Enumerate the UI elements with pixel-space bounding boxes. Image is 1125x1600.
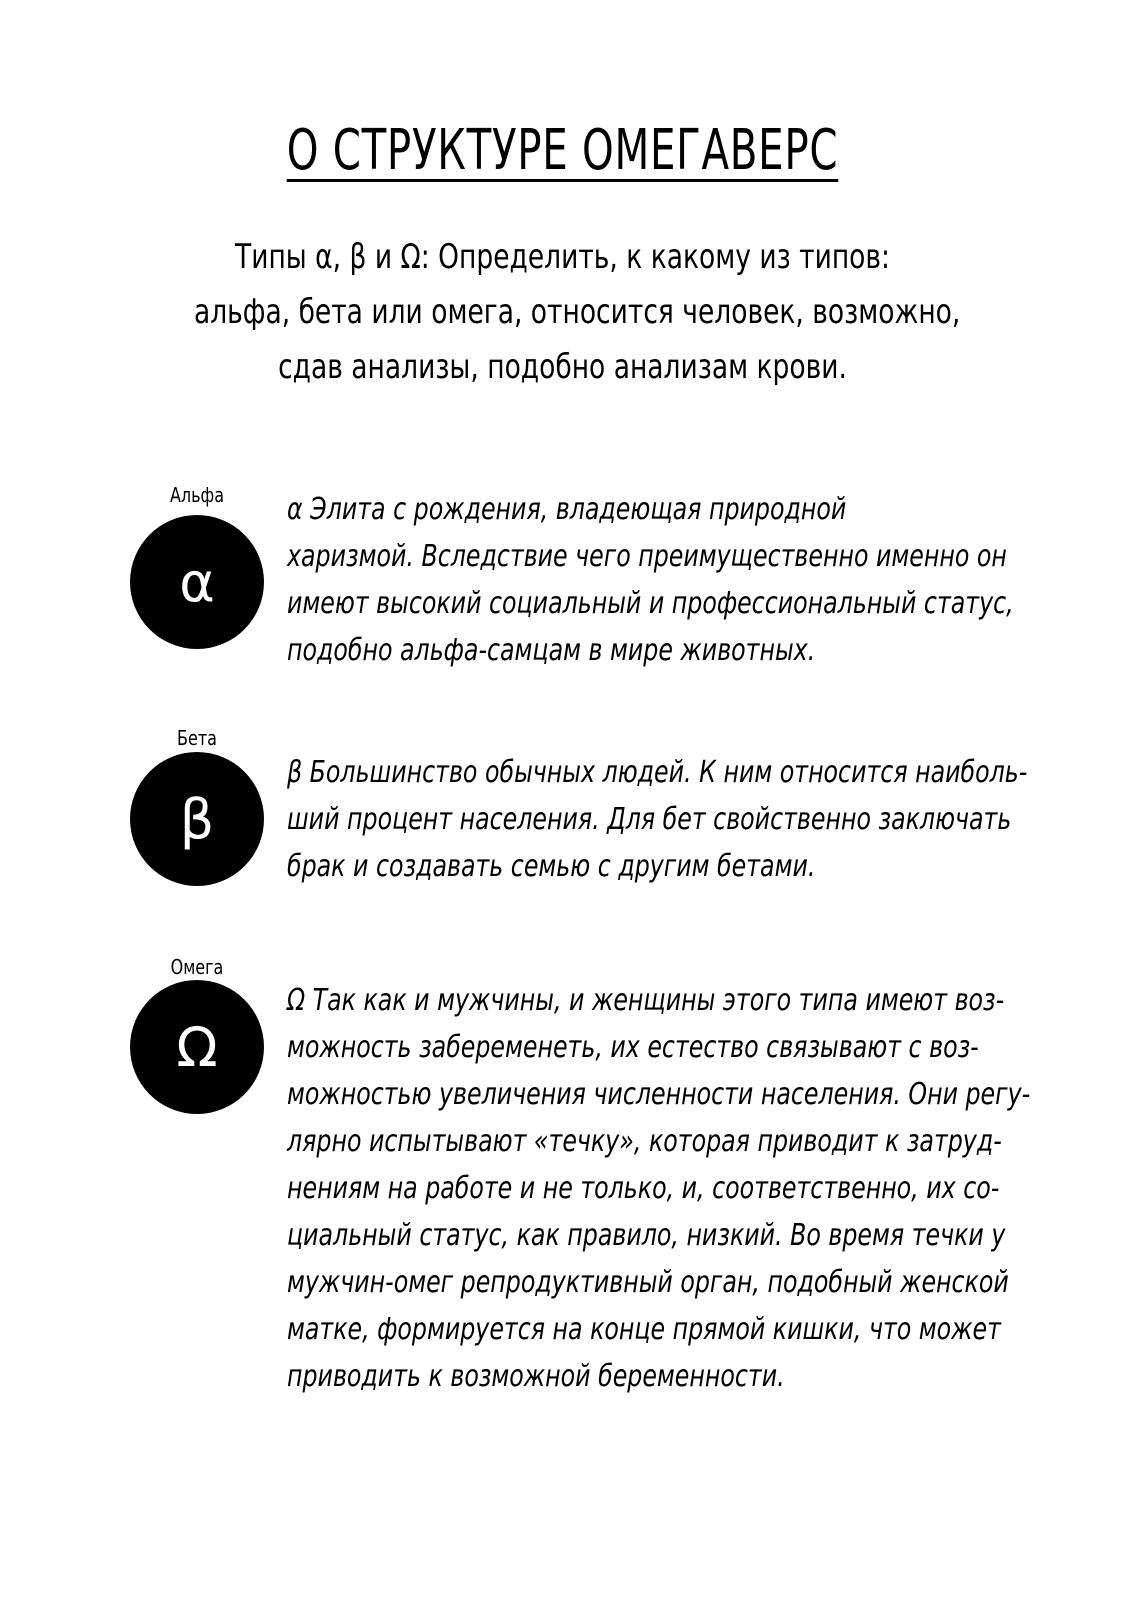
intro-paragraph <box>90 230 1035 395</box>
description-line: можностью увеличения численности населения. Они регу- <box>287 1077 1031 1112</box>
description-line: нениям на работе и не только, и, соответственно, их со- <box>287 1171 1000 1206</box>
page-title <box>157 118 967 183</box>
section-label-omega: Омега <box>170 955 224 979</box>
section-description-omega <box>287 977 1087 1400</box>
description-line: циальный статус, как правило, низкий. Во время течки у <box>287 1218 1006 1253</box>
alpha-icon: α <box>130 515 264 649</box>
section-label-alpha: Альфа <box>169 483 225 507</box>
description-line: β Большинство обычных людей. К ним относится наиболь- <box>287 755 1028 790</box>
description-line: лярно испытывают «течку», которая приводит к затруд- <box>287 1124 1002 1159</box>
intro-line: альфа, бета или омега, относится человек, возможно, <box>193 292 961 332</box>
description-line: приводить к возможной беременности. <box>287 1359 785 1394</box>
section-label-beta: Бета <box>177 726 217 750</box>
omega-icon: Ω <box>130 980 264 1114</box>
beta-icon: β <box>130 752 264 886</box>
page-title-text: О СТРУКТУРЕ ОМЕГАВЕРС <box>286 118 839 183</box>
description-line: мужчин-омег репродуктивный орган, подобный женской <box>287 1265 1009 1300</box>
section-description-alpha <box>287 486 1087 674</box>
section-description-beta <box>287 749 1087 890</box>
intro-line: Типы α, β и Ω: Определить, к какому из типов: <box>235 237 890 277</box>
description-line: харизмой. Вследствие чего преимущественно именно он <box>287 539 1007 574</box>
description-line: α Элита с рождения, владеющая природной <box>287 492 847 527</box>
description-line: подобно альфа-самцам в мире животных. <box>287 633 816 668</box>
description-line: можность забеременеть, их естество связывают с воз- <box>287 1030 979 1065</box>
description-line: матке, формируется на конце прямой кишки, что может <box>287 1312 1001 1347</box>
intro-line: сдав анализы, подобно анализам крови. <box>278 347 847 387</box>
description-line: имеют высокий социальный и профессиональный статус, <box>287 586 1014 621</box>
description-line: брак и создавать семью с другим бетами. <box>287 849 816 884</box>
description-line: Ω Так как и мужчины, и женщины этого типа имеют воз- <box>287 983 1005 1018</box>
description-line: ший процент населения. Для бет свойственно заключать <box>287 802 1012 837</box>
